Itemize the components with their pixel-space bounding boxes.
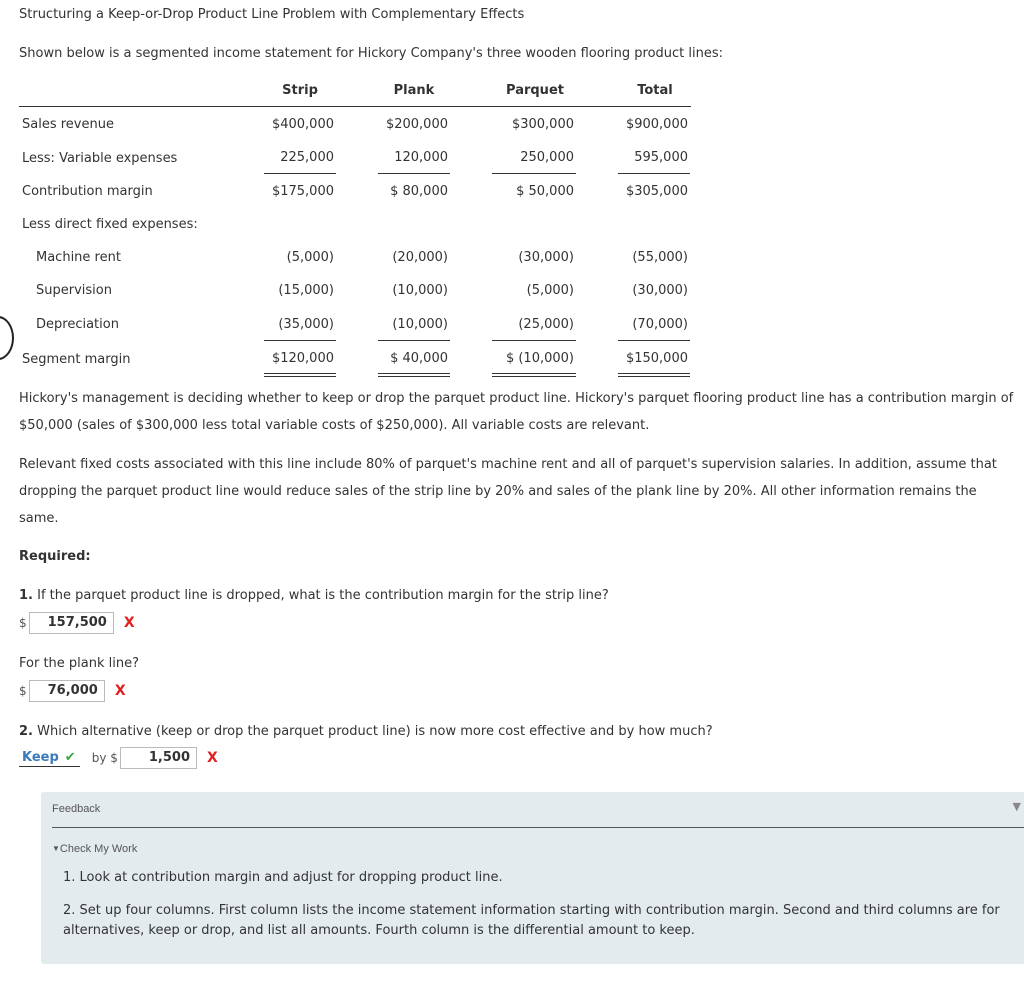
check-my-work-toggle[interactable] (52, 843, 137, 855)
incorrect-icon: X (207, 750, 218, 766)
cell-var-total: 595,000 (634, 150, 688, 165)
cell-cm-strip: $175,000 (271, 184, 334, 199)
check-my-work-label: Check My Work (59, 843, 138, 855)
row-label-variable: Less: Variable expenses (22, 151, 178, 166)
feedback-collapse-icon[interactable]: ▼ (1012, 800, 1021, 813)
cell-sales-strip: $400,000 (271, 117, 334, 132)
header-rule (19, 106, 691, 107)
question-2 (19, 724, 713, 739)
cell-rent-total: (55,000) (632, 250, 688, 265)
row-label-machine-rent: Machine rent (36, 250, 121, 265)
cell-seg-plank: $ 40,000 (390, 351, 448, 366)
currency-symbol: $ (19, 616, 27, 630)
alternative-select[interactable] (19, 750, 80, 767)
cell-sup-parquet: (5,000) (526, 283, 574, 298)
page-title: Structuring a Keep-or-Drop Product Line Problem with Complementary Effects (19, 7, 525, 22)
underline (264, 340, 336, 341)
feedback-panel (41, 792, 1024, 964)
cell-dep-parquet: (25,000) (518, 317, 574, 332)
row-label-segment-margin: Segment margin (22, 352, 131, 367)
paragraph-decision: Hickory's management is deciding whether to keep or drop the parquet product line. Hickory's parquet flooring product line has a contribution margin of $50,000 (sales of $300,000 less total variable costs of $250,000). All variable costs are relevant. (19, 391, 1014, 433)
cell-var-strip: 225,000 (280, 150, 334, 165)
question-1 (19, 588, 609, 603)
cell-seg-total: $150,000 (625, 351, 688, 366)
cell-rent-parquet: (30,000) (518, 250, 574, 265)
hint-2: 2. Set up four columns. First column lists the income statement information starting with contribution margin. Second and third columns are for alternatives, keep or drop, and list all amounts. Fourth column is the differential amount to keep. (63, 903, 1000, 938)
cell-sales-plank: $200,000 (385, 117, 448, 132)
cell-var-parquet: 250,000 (520, 150, 574, 165)
correct-check-icon: ✔ (64, 749, 76, 765)
difference-answer-input[interactable]: 1,500 (120, 747, 197, 769)
strip-cm-answer-input[interactable]: 157,500 (29, 612, 114, 634)
question-1-text: If the parquet product line is dropped, what is the contribution margin for the strip line? (37, 588, 609, 603)
double-underline (492, 373, 576, 377)
row-label-sales: Sales revenue (22, 117, 114, 132)
question-1-number: 1. (19, 588, 33, 603)
cell-cm-total: $305,000 (625, 184, 688, 199)
cell-var-plank: 120,000 (394, 150, 448, 165)
feedback-divider (52, 827, 1024, 828)
cell-sup-strip: (15,000) (278, 283, 334, 298)
underline (618, 173, 690, 174)
feedback-label: Feedback (52, 803, 101, 815)
col-head-total: Total (637, 83, 673, 98)
cell-sales-parquet: $300,000 (511, 117, 574, 132)
row-label-supervision: Supervision (36, 283, 112, 298)
cell-rent-plank: (20,000) (392, 250, 448, 265)
incorrect-icon: X (123, 615, 135, 631)
hint-1: 1. Look at contribution margin and adjust for dropping product line. (63, 870, 503, 885)
double-underline (264, 373, 336, 377)
by-label: by $ (91, 751, 118, 765)
col-head-plank: Plank (393, 83, 435, 98)
cell-seg-parquet: $ (10,000) (505, 351, 574, 366)
cell-cm-plank: $ 80,000 (390, 184, 448, 199)
answer-row-strip (19, 612, 135, 634)
underline (378, 173, 450, 174)
underline (618, 340, 690, 341)
intro-text: Shown below is a segmented income statement for Hickory Company's three wooden flooring product lines: (19, 46, 724, 61)
incorrect-icon: X (114, 683, 126, 699)
cell-dep-plank: (10,000) (392, 317, 448, 332)
disclosure-triangle-icon: ▼ (52, 844, 60, 853)
underline (492, 340, 576, 341)
cell-sales-total: $900,000 (625, 117, 688, 132)
cell-cm-parquet: $ 50,000 (516, 184, 574, 199)
question-2-text: Which alternative (keep or drop the parquet product line) is now more cost effective and by how much? (37, 724, 713, 739)
cell-sup-plank: (10,000) (392, 283, 448, 298)
underline (492, 173, 576, 174)
cell-sup-total: (30,000) (632, 283, 688, 298)
cell-seg-strip: $120,000 (271, 351, 334, 366)
cell-dep-strip: (35,000) (278, 317, 334, 332)
plank-cm-answer-input[interactable]: 76,000 (29, 680, 105, 702)
row-label-depreciation: Depreciation (36, 317, 119, 332)
row-label-contribution: Contribution margin (22, 184, 153, 199)
cell-dep-total: (70,000) (632, 317, 688, 332)
alternative-select-value: Keep (22, 749, 59, 765)
underline (264, 173, 336, 174)
cell-rent-strip: (5,000) (286, 250, 334, 265)
row-label-fixed-header: Less direct fixed expenses: (22, 217, 198, 232)
col-head-parquet: Parquet (506, 83, 564, 98)
question-2-number: 2. (19, 724, 33, 739)
paragraph-relevant-costs: Relevant fixed costs associated with this line include 80% of parquet's machine rent and all of parquet's supervision salaries. In addition, assume that dropping the parquet product line would reduce sales of the strip line by 20% and sales of the plank line by 20%. All other information remains the same. (19, 457, 997, 526)
col-head-strip: Strip (282, 83, 318, 98)
question-1b-text: For the plank line? (19, 656, 140, 671)
currency-symbol: $ (19, 684, 27, 698)
underline (378, 340, 450, 341)
required-heading: Required: (19, 549, 91, 564)
answer-row-alternative (19, 747, 218, 769)
left-edge-circle (0, 316, 14, 360)
double-underline (618, 373, 690, 377)
answer-row-plank (19, 680, 126, 702)
double-underline (378, 373, 450, 377)
